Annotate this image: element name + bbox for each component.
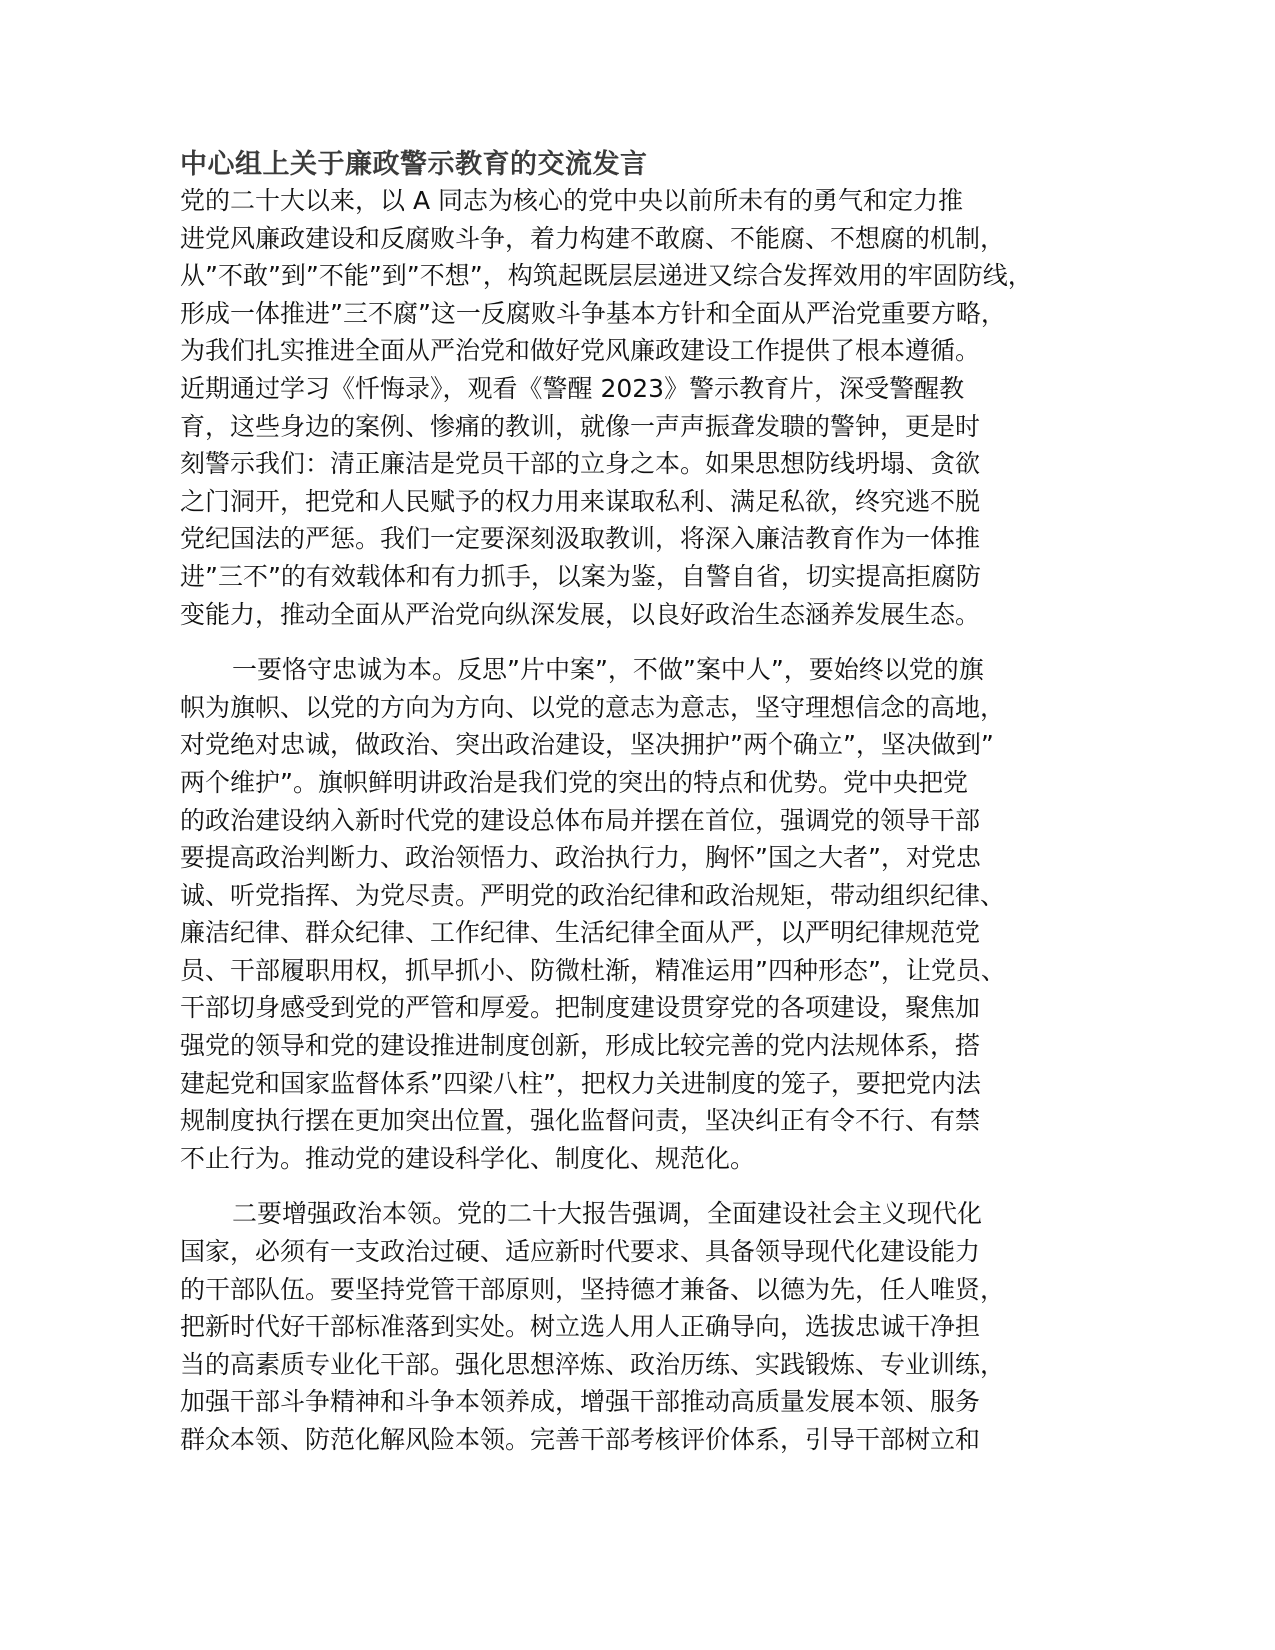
- paragraph-loyalty: [180, 651, 1060, 1177]
- text-line: 形成一体推进”三不腐”这一反腐败斗争基本方针和全面从严治党重要方略，: [180, 298, 1006, 328]
- text-line: 干部切身感受到党的严管和厚爱。把制度建设贯穿党的各项建设，聚焦加: [180, 993, 981, 1023]
- text-line: 当的高素质专业化干部。强化思想淬炼、政治历练、实践锻炼、专业训练，: [180, 1349, 1006, 1379]
- text-line: 规制度执行摆在更加突出位置，强化监督问责，坚决纠正有令不行、有禁: [180, 1106, 981, 1136]
- text-line: 建起党和国家监督体系”四梁八柱”，把权力关进制度的笼子，要把党内法: [180, 1068, 981, 1098]
- text-line: 一要恪守忠诚为本。反思”片中案”，不做”案中人”，要始终以党的旗: [232, 655, 984, 685]
- paragraph-political-skills: [180, 1195, 1060, 1458]
- text-line: 之门洞开，把党和人民赋予的权力用来谋取私利、满足私欲，终究逃不脱: [180, 486, 981, 516]
- text-line: 加强干部斗争精神和斗争本领养成，增强干部推动高质量发展本领、服务: [180, 1387, 981, 1417]
- text-line: 帜为旗帜、以党的方向为方向、以党的意志为意志，坚守理想信念的高地，: [180, 692, 1006, 722]
- paragraph-spacer: [180, 633, 1060, 651]
- text-line: 刻警示我们：清正廉洁是党员干部的立身之本。如果思想防线坍塌、贪欲: [180, 449, 981, 479]
- paragraph-spacer: [180, 1177, 1060, 1195]
- text-line: 不止行为。推动党的建设科学化、制度化、规范化。: [180, 1143, 756, 1173]
- text-line: 诚、听党指挥、为党尽责。严明党的政治纪律和政治规矩，带动组织纪律、: [180, 880, 1006, 910]
- text-line: 近期通过学习《忏悔录》，观看《警醒 2023》警示教育片，深受警醒教: [180, 373, 965, 403]
- text-line: 为我们扎实推进全面从严治党和做好党风廉政建设工作提供了根本遵循。: [180, 336, 981, 366]
- text-line: 从”不敢”到”不能”到”不想”，构筑起既层层递进又综合发挥效用的牢固防线，: [180, 261, 1033, 291]
- text-line: 员、干部履职用权，抓早抓小、防微杜渐，精准运用”四种形态”，让党员、: [180, 955, 1006, 985]
- text-line: 变能力，推动全面从严治党向纵深发展，以良好政治生态涵养发展生态。: [180, 599, 981, 629]
- text-line: 进”三不”的有效载体和有力抓手，以案为鉴，自警自省，切实提高拒腐防: [180, 561, 981, 591]
- document-page: [180, 148, 1060, 1459]
- paragraph-intro: [180, 182, 1060, 633]
- text-line: 廉洁纪律、群众纪律、工作纪律、生活纪律全面从严，以严明纪律规范党: [180, 918, 981, 948]
- text-line: 强党的领导和党的建设推进制度创新，形成比较完善的党内法规体系，搭: [180, 1031, 981, 1061]
- text-line: 党纪国法的严惩。我们一定要深刻汲取教训，将深入廉洁教育作为一体推: [180, 524, 981, 554]
- text-line: 把新时代好干部标准落到实处。树立选人用人正确导向，选拔忠诚干净担: [180, 1312, 981, 1342]
- text-line: 育，这些身边的案例、惨痛的教训，就像一声声振聋发聩的警钟，更是时: [180, 411, 981, 441]
- text-line: 的政治建设纳入新时代党的建设总体布局并摆在首位，强调党的领导干部: [180, 805, 981, 835]
- text-line: 进党风廉政建设和反腐败斗争，着力构建不敢腐、不能腐、不想腐的机制，: [180, 223, 1006, 253]
- text-line: 党的二十大以来，以 A 同志为核心的党中央以前所未有的勇气和定力推: [180, 186, 963, 215]
- text-line: 要提高政治判断力、政治领悟力、政治执行力，胸怀”国之大者”，对党忠: [180, 843, 981, 873]
- page-title: 中心组上关于廉政警示教育的交流发言: [180, 149, 648, 180]
- text-line: 两个维护”。旗帜鲜明讲政治是我们党的突出的特点和优势。党中央把党: [180, 767, 968, 797]
- text-line: 二要增强政治本领。党的二十大报告强调，全面建设社会主义现代化: [232, 1199, 983, 1229]
- text-line: 对党绝对忠诚，做政治、突出政治建设，坚决拥护”两个确立”，坚决做到”: [180, 730, 994, 760]
- text-line: 国家，必须有一支政治过硬、适应新时代要求、具备领导现代化建设能力: [180, 1237, 981, 1267]
- text-line: 的干部队伍。要坚持党管干部原则，坚持德才兼备、以德为先，任人唯贤，: [180, 1274, 1006, 1304]
- text-line: 群众本领、防范化解风险本领。完善干部考核评价体系，引导干部树立和: [180, 1425, 981, 1454]
